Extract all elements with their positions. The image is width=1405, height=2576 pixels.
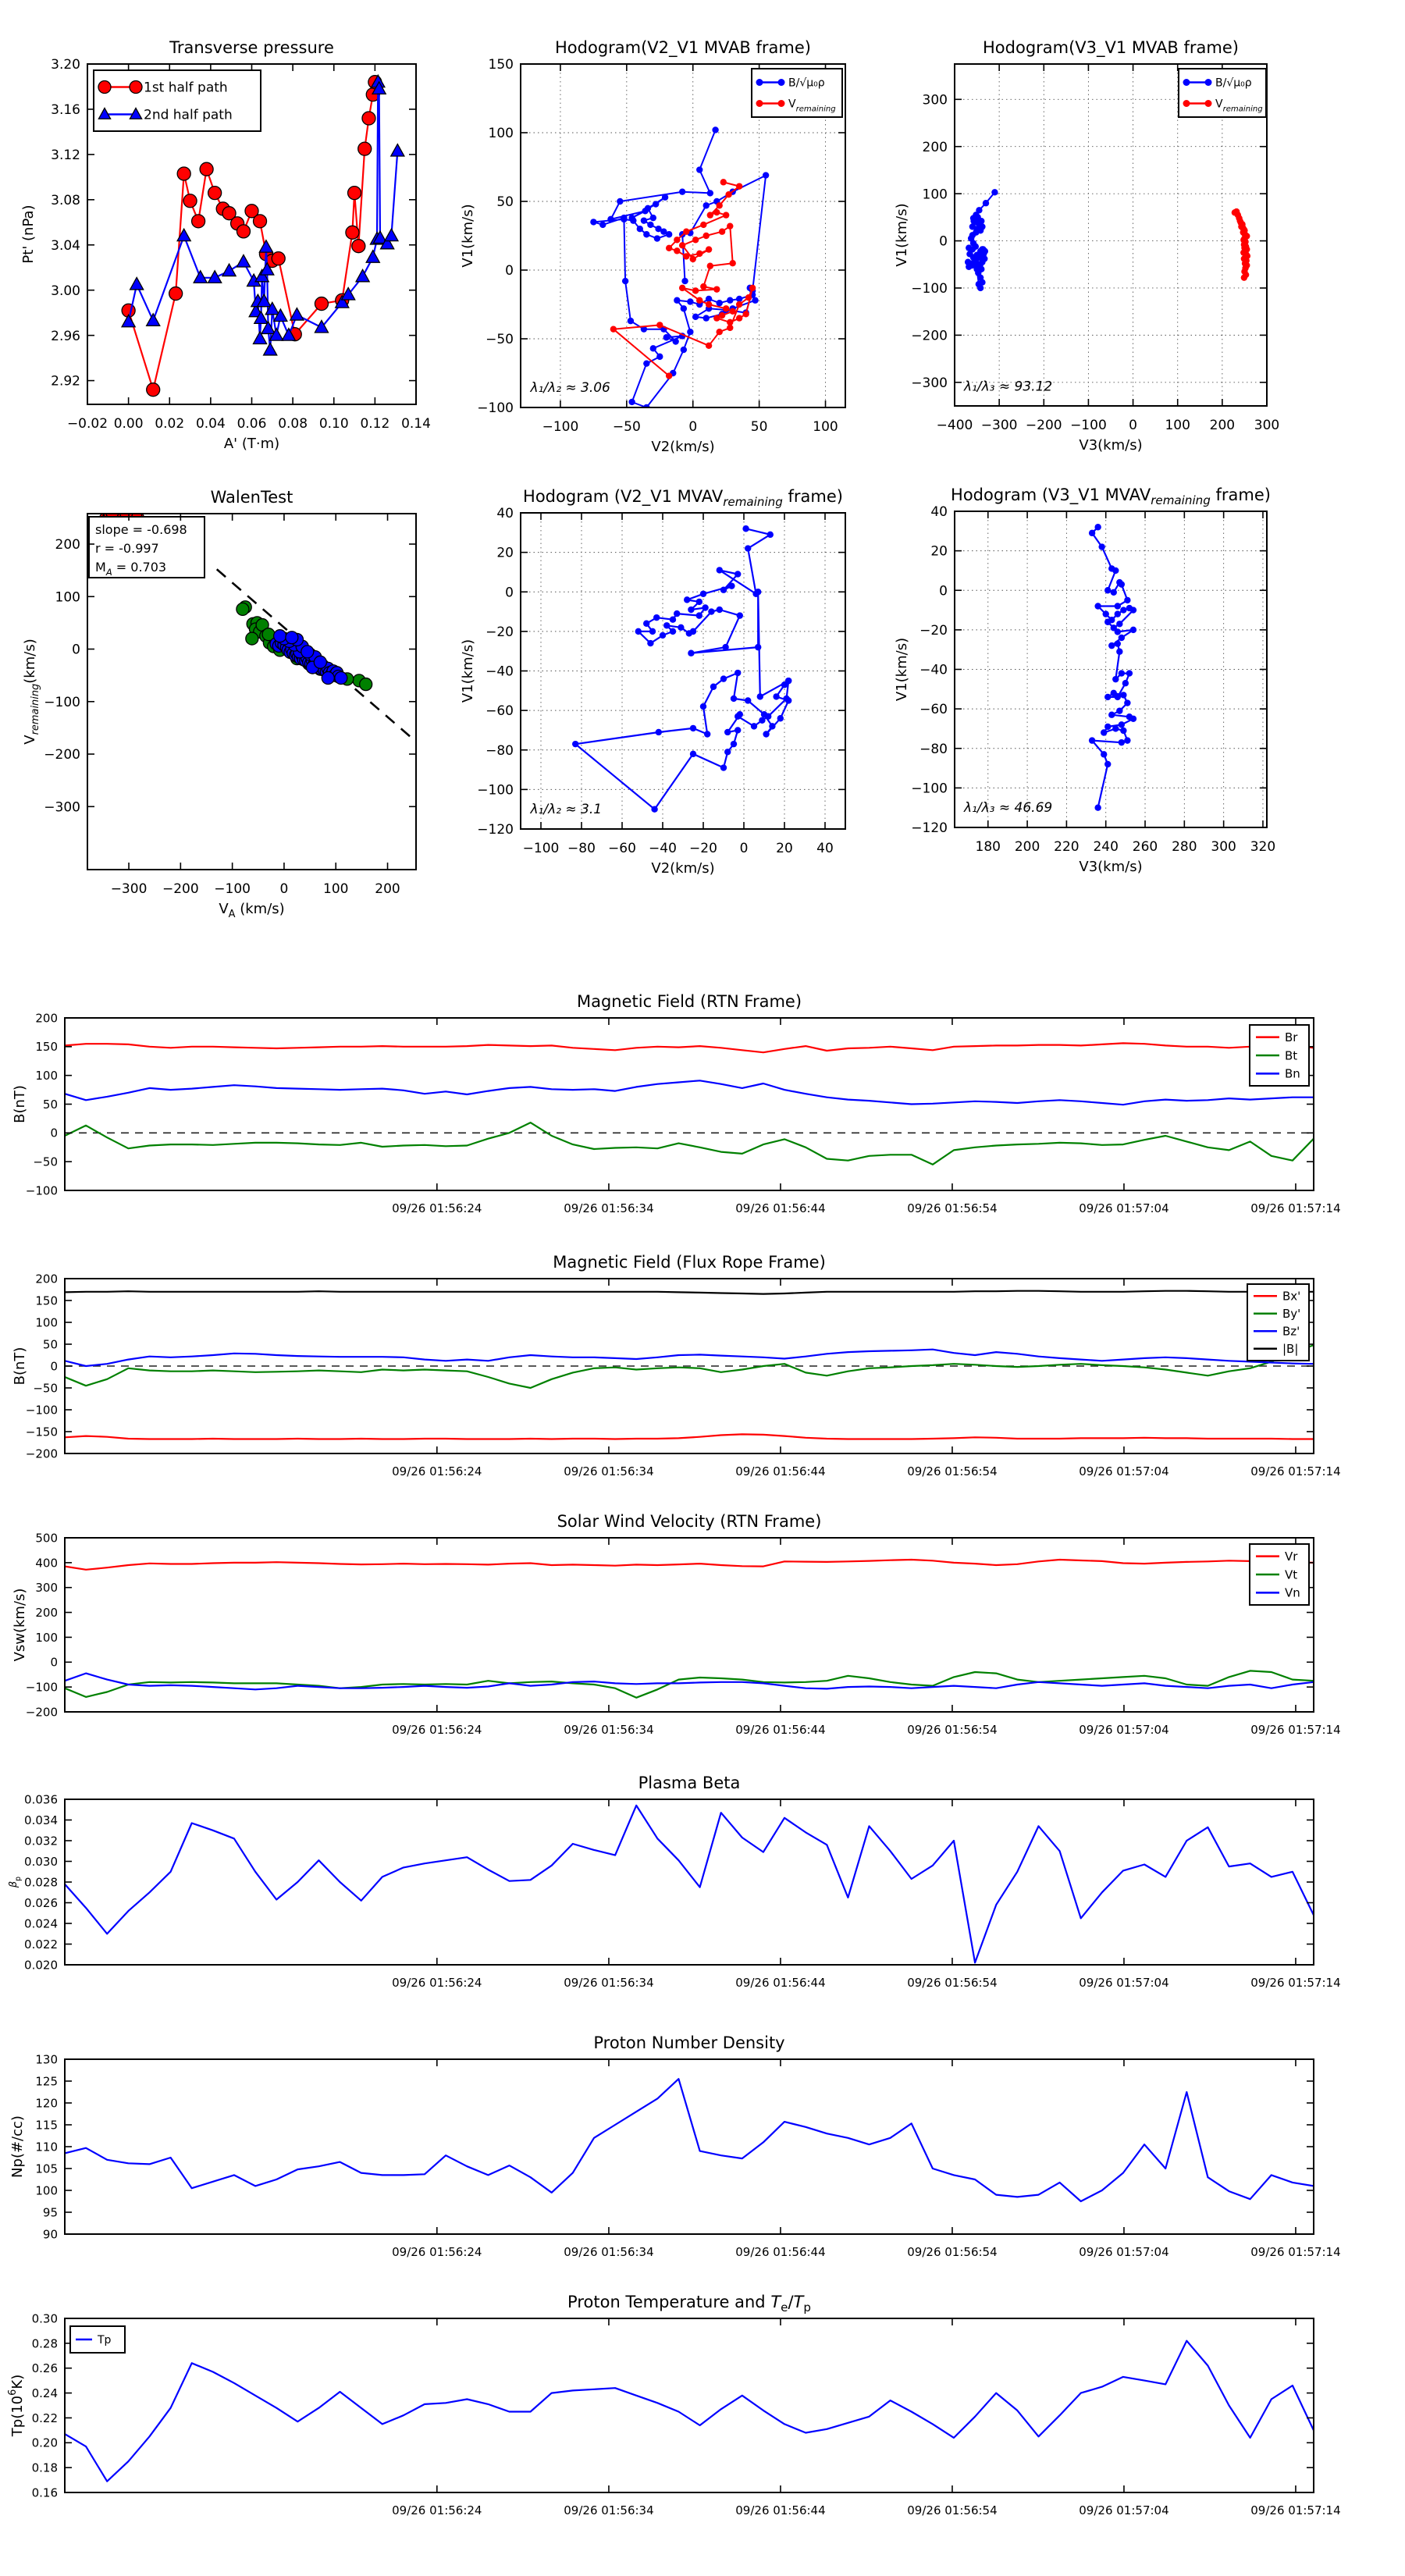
x-tick-label: 300 (1254, 418, 1280, 433)
x-tick-label: 09/26 01:57:04 (1079, 2503, 1169, 2517)
y-tick-label: 0.24 (31, 2386, 58, 2400)
x-tick-label: 09/26 01:56:34 (564, 1976, 654, 1990)
y-tick-label: 40 (930, 504, 948, 521)
x-tick-label: 09/26 01:57:14 (1250, 2503, 1341, 2517)
panel-hodogram-v2v1-mvab (460, 38, 845, 455)
x-tick-label: 100 (323, 881, 349, 897)
panel-title: Solar Wind Velocity (RTN Frame) (557, 1512, 822, 1531)
x-tick-label: 09/26 01:56:44 (735, 1723, 826, 1737)
grid (521, 513, 845, 829)
x-tick-label: 220 (1054, 839, 1080, 855)
y-axis-label: V1(km/s) (894, 203, 910, 267)
x-axis-label: $V_A$ (km/s) (219, 901, 285, 920)
y-tick-label: 0 (50, 1359, 58, 1374)
y-axis-label: Pt' (nPa) (20, 205, 37, 264)
x-tick-label: −100 (522, 841, 560, 856)
y-tick-label: 0 (939, 583, 948, 600)
y-tick-label: 40 (496, 506, 514, 522)
x-tick-label: 09/26 01:56:54 (907, 1723, 998, 1737)
x-tick-label: 0.12 (360, 416, 390, 432)
y-tick-label: 115 (35, 2118, 58, 2133)
x-tick-label: 40 (816, 841, 834, 856)
grid (955, 511, 1267, 827)
x-tick-label: 0.14 (401, 416, 431, 432)
panel-title: Magnetic Field (Flux Rope Frame) (553, 1253, 826, 1272)
x-tick-label: 09/26 01:56:24 (392, 1723, 482, 1737)
y-tick-label: −60 (919, 702, 948, 718)
y-tick-label: 0.026 (24, 1895, 58, 1910)
x-tick-label: 100 (813, 419, 838, 435)
y-tick-label: 0.032 (24, 1834, 58, 1848)
annotation: λ₁/λ₂ ≈ 3.06 (530, 380, 610, 397)
panel-magnetic-field-flux-rope (12, 1253, 1341, 1478)
legend-label: B/√μ₀ρ (1215, 76, 1252, 90)
panel-plasma-beta (8, 1774, 1341, 1990)
panel-title: Proton Number Density (593, 2033, 785, 2052)
x-tick-label: 09/26 01:57:14 (1250, 1976, 1341, 1990)
y-tick-label: 0 (939, 233, 948, 250)
y-tick-label: 200 (35, 1272, 58, 1286)
y-tick-label: 50 (42, 1097, 58, 1112)
x-axis-label: V3(km/s) (1079, 859, 1143, 875)
x-tick-label: 09/26 01:57:04 (1079, 2245, 1169, 2259)
x-axis-label: A' (T·m) (223, 436, 280, 452)
y-tick-label: 0 (72, 642, 80, 658)
y-tick-label: 150 (488, 57, 514, 73)
panel-hodogram-v2v1-mvav (460, 487, 845, 877)
x-tick-label: 09/26 01:57:04 (1079, 1464, 1169, 1478)
series-B-magnitude (65, 1291, 1314, 1294)
y-tick-label: 0.036 (24, 1792, 58, 1807)
x-tick-label: 09/26 01:56:24 (392, 1464, 482, 1478)
series-Np (65, 2079, 1314, 2201)
y-tick-label: 150 (35, 1040, 58, 1055)
y-tick-label: 0.26 (31, 2361, 58, 2376)
y-axis-label: $Tp(10^6K)$ (7, 2374, 26, 2437)
x-tick-label: 09/26 01:57:14 (1250, 1464, 1341, 1478)
panel-proton-temperature (7, 2293, 1341, 2517)
y-tick-label: 105 (35, 2161, 58, 2176)
y-axis-label: V1(km/s) (460, 639, 476, 703)
x-tick-label: 200 (375, 881, 400, 897)
y-tick-label: −200 (911, 328, 948, 344)
x-tick-label: 09/26 01:57:14 (1250, 1201, 1341, 1215)
x-tick-label: 300 (1211, 839, 1236, 855)
x-tick-label: −60 (608, 841, 636, 856)
annotation: λ₁/λ₃ ≈ 93.12 (964, 379, 1053, 395)
y-tick-label: 150 (35, 1293, 58, 1308)
axes-frame (65, 1799, 1314, 1965)
y-tick-label: 100 (35, 1069, 58, 1083)
x-tick-label: 09/26 01:56:44 (735, 2245, 826, 2259)
stats-line: r = -0.997 (95, 541, 159, 556)
series-core-points (270, 630, 347, 685)
y-tick-label: 100 (35, 1630, 58, 1645)
x-tick-label: 280 (1172, 839, 1197, 855)
y-tick-label: 0.022 (24, 1937, 58, 1952)
y-tick-label: 50 (42, 1337, 58, 1352)
y-tick-label: 300 (35, 1581, 58, 1596)
y-tick-label: 125 (35, 2074, 58, 2089)
y-tick-label: −100 (911, 781, 948, 797)
y-tick-label: −50 (33, 1155, 58, 1169)
legend-label: Br (1285, 1030, 1298, 1045)
x-tick-label: −400 (936, 418, 973, 433)
series-Bt (65, 1123, 1314, 1165)
x-tick-label: 09/26 01:56:24 (392, 1201, 482, 1215)
x-tick-label: 09/26 01:56:44 (735, 1201, 826, 1215)
ticks (65, 2059, 1314, 2234)
y-tick-label: 200 (922, 139, 948, 155)
y-tick-label: 0.22 (31, 2411, 58, 2425)
panel-title: Hodogram (V2_V1 $MVAV_{remaining}$ frame) (523, 487, 843, 509)
x-tick-label: −20 (689, 841, 717, 856)
panel-hodogram-v3v1-mvab (894, 38, 1279, 454)
x-tick-label: 320 (1250, 839, 1276, 855)
panel-title: Plasma Beta (638, 1774, 741, 1792)
series-Tp (65, 2341, 1314, 2482)
x-tick-label: 0.02 (155, 416, 185, 432)
y-tick-label: −20 (486, 624, 514, 640)
panel-magnetic-field-rtn (12, 992, 1341, 1215)
legend-label: Vr (1285, 1550, 1298, 1564)
y-tick-label: 200 (35, 1011, 58, 1026)
x-tick-label: 09/26 01:56:54 (907, 1464, 998, 1478)
y-tick-label: −100 (477, 400, 514, 417)
y-tick-label: −40 (486, 664, 514, 680)
y-tick-label: 100 (35, 2183, 58, 2198)
x-tick-label: −200 (162, 881, 199, 897)
y-tick-label: 0 (50, 1126, 58, 1140)
legend-label: 2nd half path (144, 107, 233, 123)
panel-title: WalenTest (210, 488, 293, 507)
x-tick-label: 09/26 01:56:24 (392, 2503, 482, 2517)
x-tick-label: −200 (1025, 418, 1062, 433)
series-Bz-prime (65, 1350, 1314, 1366)
y-tick-label: −200 (44, 747, 80, 763)
y-tick-label: 500 (35, 1531, 58, 1546)
series-Bx-prime (65, 1434, 1314, 1439)
x-tick-label: 09/26 01:56:54 (907, 1201, 998, 1215)
legend (70, 2326, 125, 2353)
y-tick-label: −40 (919, 662, 948, 678)
x-tick-label: 20 (776, 841, 793, 856)
x-tick-label: 09/26 01:56:44 (735, 1464, 826, 1478)
x-tick-label: 09/26 01:57:14 (1250, 2245, 1341, 2259)
panel-title: Hodogram (V3_V1 $MVAV_{remaining}$ frame) (951, 486, 1271, 507)
panel-title: Proton Temperature and $T_e/T_p$ (567, 2293, 811, 2314)
legend-label: $V_{remaining}$ (1215, 98, 1263, 114)
x-tick-label: 09/26 01:56:54 (907, 2503, 998, 2517)
series-velocity-hodogram (572, 525, 791, 813)
ticks (65, 1799, 1314, 1965)
y-tick-label: 0.30 (31, 2311, 58, 2326)
series-Br (65, 1043, 1314, 1052)
y-tick-label: −120 (911, 820, 948, 837)
y-tick-label: −100 (477, 782, 514, 799)
y-tick-label: 95 (42, 2205, 58, 2220)
x-tick-label: −100 (214, 881, 251, 897)
axes-frame (65, 2318, 1314, 2492)
y-tick-label: −20 (919, 622, 948, 639)
y-axis-label: V1(km/s) (894, 637, 910, 702)
y-tick-label: −50 (486, 332, 514, 348)
y-tick-label: −80 (486, 742, 514, 759)
y-axis-label: B(nT) (12, 1085, 28, 1123)
y-tick-label: 100 (55, 589, 80, 606)
y-tick-label: 0 (505, 263, 514, 279)
x-tick-label: 0.10 (318, 416, 349, 432)
x-tick-label: 09/26 01:57:04 (1079, 1976, 1169, 1990)
x-tick-label: 09/26 01:56:44 (735, 1976, 826, 1990)
panel-walen-test (22, 488, 416, 920)
axes-frame (65, 2059, 1314, 2234)
ticks (65, 2318, 1314, 2492)
y-tick-label: −300 (911, 375, 948, 391)
y-tick-label: −100 (911, 281, 948, 297)
x-axis-label: V3(km/s) (1079, 437, 1143, 454)
y-tick-label: −100 (25, 1403, 58, 1418)
y-tick-label: −200 (25, 1705, 58, 1720)
y-tick-label: −100 (44, 694, 80, 710)
x-tick-label: 09/26 01:57:04 (1079, 1723, 1169, 1737)
series-Bn (65, 1080, 1314, 1105)
ticks (521, 513, 845, 829)
y-tick-label: −50 (33, 1381, 58, 1396)
x-tick-label: 0 (739, 841, 749, 856)
y-axis-label: $\beta_p$ (8, 1876, 23, 1888)
legend (1247, 1284, 1309, 1361)
x-tick-label: 0.08 (278, 416, 308, 432)
x-tick-label: 09/26 01:56:24 (392, 1976, 482, 1990)
panel-transverse-pressure (20, 38, 431, 452)
y-axis-label: B(nT) (12, 1347, 28, 1386)
axes-frame (521, 513, 845, 829)
y-tick-label: 120 (35, 2096, 58, 2111)
x-tick-label: 09/26 01:56:34 (564, 2245, 654, 2259)
legend-label: $V_{remaining}$ (788, 98, 836, 114)
x-axis-label: V2(km/s) (651, 439, 715, 455)
y-tick-label: −60 (486, 703, 514, 720)
y-tick-label: 0.20 (31, 2435, 58, 2450)
y-tick-label: 0.024 (24, 1916, 58, 1931)
x-tick-label: −0.02 (66, 416, 108, 432)
panel-title: Hodogram(V3_V1 MVAB frame) (983, 38, 1239, 57)
annotation: λ₁/λ₃ ≈ 46.69 (964, 799, 1053, 816)
y-tick-label: 20 (496, 545, 514, 561)
y-tick-label: 3.04 (51, 237, 80, 254)
y-tick-label: 100 (922, 187, 948, 203)
x-tick-label: 100 (1165, 418, 1190, 433)
x-tick-label: −50 (612, 419, 641, 435)
annotation: λ₁/λ₂ ≈ 3.1 (530, 801, 603, 817)
stats-line: $M_A = 0.703$ (95, 560, 167, 578)
y-tick-label: 3.12 (51, 148, 80, 164)
stats-line: slope = -0.698 (95, 522, 187, 537)
y-axis-label: V1(km/s) (460, 204, 476, 268)
legend-label: Bt (1285, 1048, 1298, 1063)
x-tick-label: 200 (1014, 839, 1040, 855)
y-tick-label: 2.92 (51, 373, 80, 390)
x-tick-label: 09/26 01:56:34 (564, 2503, 654, 2517)
series-V-remaining (1232, 208, 1250, 281)
y-tick-label: 0 (50, 1655, 58, 1670)
y-tick-label: 400 (35, 1556, 58, 1571)
x-axis-label: V2(km/s) (651, 860, 715, 877)
legend (94, 70, 261, 131)
legend (752, 69, 842, 117)
series-beta-p (65, 1806, 1314, 1962)
x-tick-label: 09/26 01:56:34 (564, 1201, 654, 1215)
ticks (955, 511, 1267, 827)
legend-label: Tp (98, 2334, 112, 2347)
x-tick-label: 09/26 01:56:44 (735, 2503, 826, 2517)
y-tick-label: 90 (42, 2227, 58, 2242)
y-tick-label: 110 (35, 2140, 58, 2154)
panel-hodogram-v3v1-mvav (894, 486, 1275, 875)
x-tick-label: 0.04 (195, 416, 226, 432)
panel-solar-wind-velocity (12, 1512, 1341, 1737)
axes-frame (955, 511, 1267, 827)
y-tick-label: −120 (477, 822, 514, 838)
x-tick-label: 0.06 (237, 416, 267, 432)
legend (1179, 69, 1266, 117)
y-tick-label: 50 (496, 194, 514, 211)
y-tick-label: 0 (505, 585, 514, 601)
y-tick-label: 20 (930, 543, 948, 560)
y-tick-label: 3.16 (51, 102, 80, 119)
x-tick-label: −100 (542, 419, 579, 435)
y-tick-label: 300 (922, 92, 948, 109)
y-tick-label: 100 (488, 126, 514, 142)
x-tick-label: 09/26 01:56:34 (564, 1723, 654, 1737)
legend-label: 1st half path (144, 80, 228, 96)
x-tick-label: 09/26 01:56:54 (907, 1976, 998, 1990)
series-Vr (65, 1560, 1314, 1570)
stats-box (89, 517, 205, 578)
legend-label: By' (1282, 1307, 1301, 1322)
series-B-over-sqrt-mu0rho (590, 126, 769, 411)
panel-title: Hodogram(V2_V1 MVAB frame) (555, 38, 811, 57)
y-tick-label: −200 (25, 1446, 58, 1461)
x-tick-label: 0 (1129, 418, 1137, 433)
y-axis-label: Vsw(km/s) (12, 1588, 28, 1662)
x-tick-label: −300 (980, 418, 1018, 433)
x-tick-label: 0.00 (113, 416, 144, 432)
legend-label: Bx' (1282, 1289, 1301, 1304)
legend (1250, 1025, 1309, 1086)
y-tick-label: 130 (35, 2052, 58, 2067)
legend-label: Vt (1285, 1567, 1298, 1582)
x-tick-label: 09/26 01:56:34 (564, 1464, 654, 1478)
y-tick-label: 200 (55, 537, 80, 553)
legend-label: |B| (1282, 1342, 1299, 1357)
x-tick-label: 0 (688, 419, 698, 435)
y-tick-label: −100 (25, 1183, 58, 1198)
y-tick-label: 0.28 (31, 2336, 58, 2351)
legend-label: Vn (1285, 1585, 1300, 1600)
y-tick-label: 2.96 (51, 328, 80, 344)
x-tick-label: −300 (110, 881, 148, 897)
y-tick-label: −300 (44, 799, 80, 816)
x-tick-label: 50 (750, 419, 768, 435)
x-tick-label: 0 (279, 881, 289, 897)
y-tick-label: 200 (35, 1605, 58, 1620)
x-tick-label: 09/26 01:56:24 (392, 2245, 482, 2259)
x-tick-label: −100 (1070, 418, 1107, 433)
legend-label: Bn (1285, 1066, 1300, 1081)
y-tick-label: −80 (919, 741, 948, 757)
y-axis-label: $V_{remaining}(km/s)$ (22, 639, 41, 745)
y-axis-label: Np(#/cc) (9, 2115, 26, 2178)
panel-title: Transverse pressure (169, 38, 334, 57)
x-tick-label: 09/26 01:56:54 (907, 2245, 998, 2259)
y-tick-label: 0.030 (24, 1854, 58, 1869)
y-tick-label: 100 (35, 1315, 58, 1330)
y-tick-label: 0.028 (24, 1875, 58, 1890)
x-tick-label: 09/26 01:57:14 (1250, 1723, 1341, 1737)
x-tick-label: −80 (567, 841, 596, 856)
y-tick-label: 0.18 (31, 2460, 58, 2475)
series-B-over-sqrt-mu0rho (965, 189, 998, 291)
x-tick-label: 240 (1093, 839, 1119, 855)
y-tick-label: 3.20 (51, 57, 80, 73)
y-tick-label: 0.16 (31, 2485, 58, 2500)
x-tick-label: 260 (1132, 839, 1158, 855)
x-tick-label: 200 (1209, 418, 1236, 433)
y-tick-label: −100 (25, 1680, 58, 1695)
legend (1250, 1544, 1309, 1605)
series-Vn (65, 1674, 1314, 1690)
y-tick-label: −150 (25, 1425, 58, 1439)
series-velocity-hodogram (1089, 524, 1136, 811)
x-tick-label: −40 (649, 841, 677, 856)
panel-proton-number-density (9, 2033, 1341, 2259)
y-tick-label: 0.034 (24, 1813, 58, 1827)
y-tick-label: 3.08 (51, 192, 80, 208)
y-tick-label: 0.020 (24, 1958, 58, 1973)
legend-label: Bz' (1282, 1324, 1300, 1339)
x-tick-label: 180 (975, 839, 1001, 855)
y-tick-label: 3.00 (51, 283, 80, 299)
panel-title: Magnetic Field (RTN Frame) (576, 992, 802, 1011)
legend-label: B/√μ₀ρ (788, 76, 825, 90)
x-tick-label: 09/26 01:57:04 (1079, 1201, 1169, 1215)
